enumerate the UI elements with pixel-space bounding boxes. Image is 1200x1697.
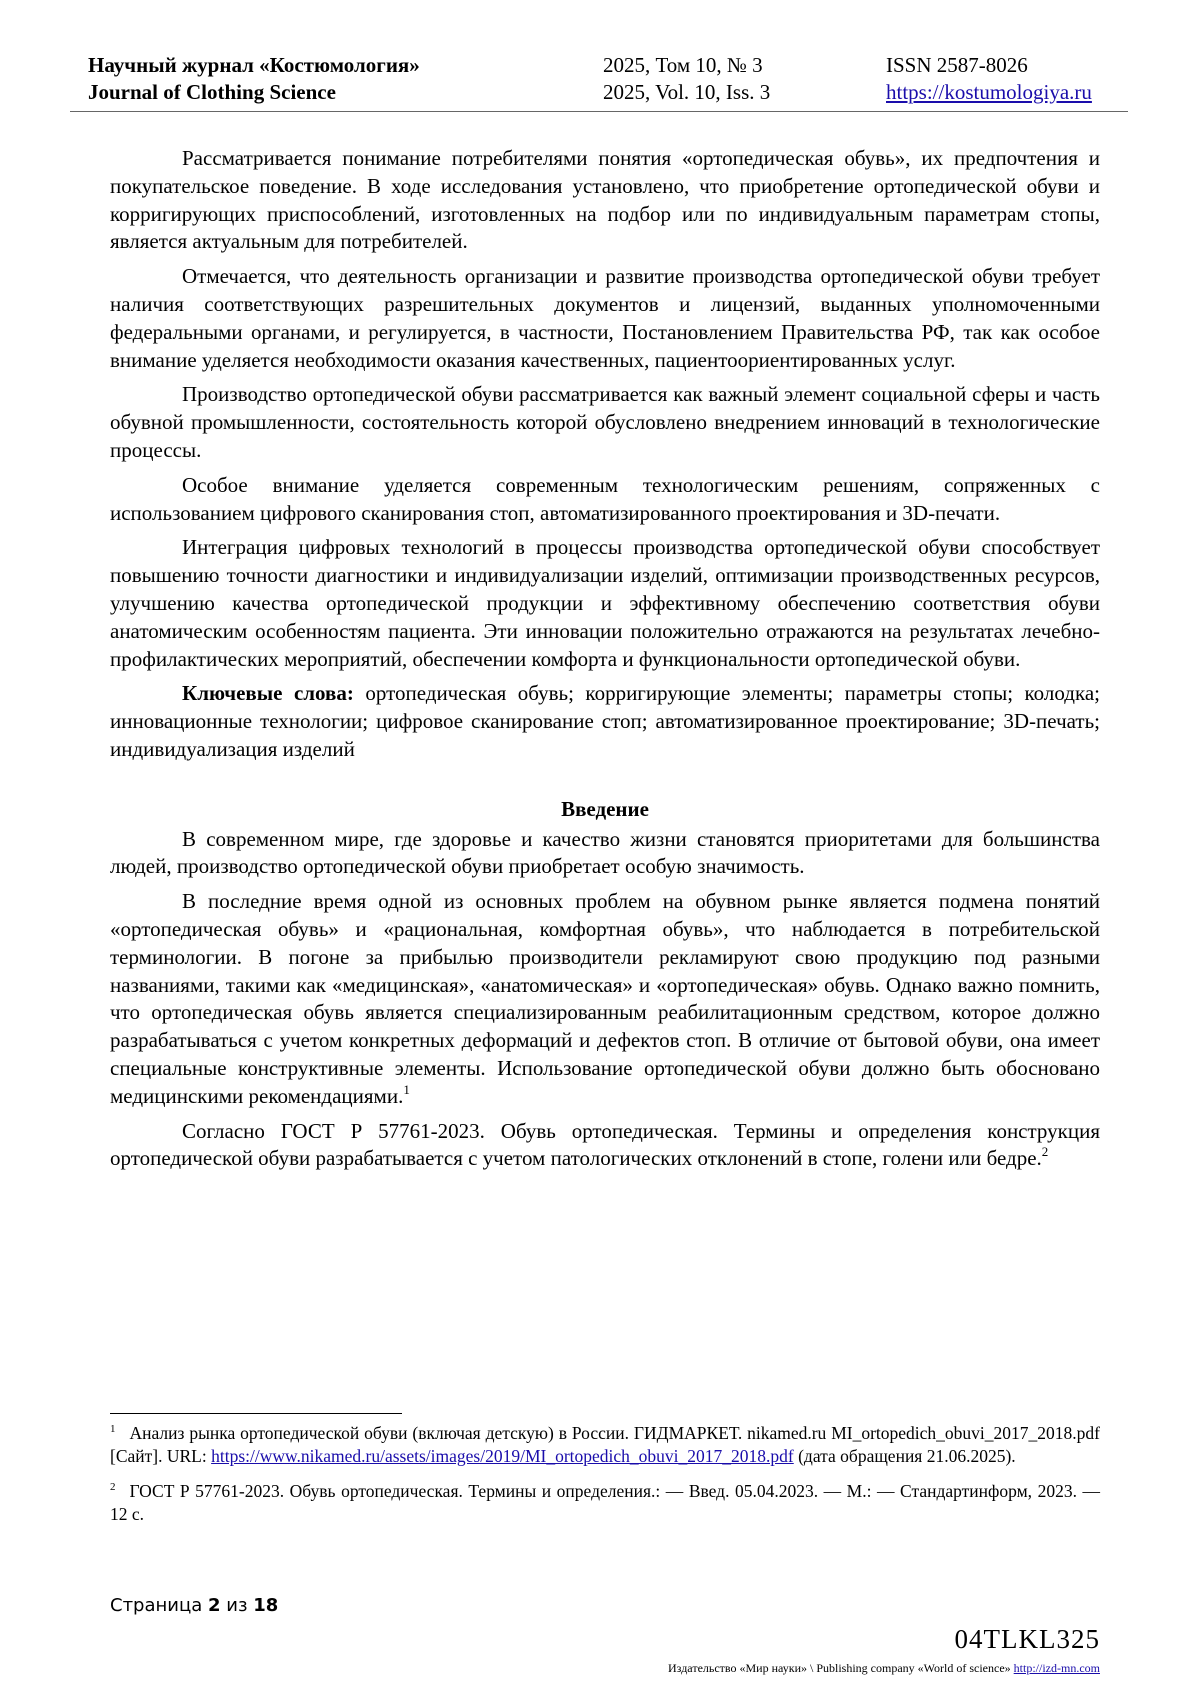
section-heading-introduction: Введение (561, 796, 649, 821)
abstract-paragraph: Особое внимание уделяется современным технологическим решениям, сопряженных с использованием цифрового сканирования стоп, автоматизированного проектирования и 3D-печати. (110, 472, 1100, 525)
issue-ru: 2025, Том 10, № 3 (603, 53, 763, 77)
page-total: 18 (253, 1595, 279, 1616)
journal-header (88, 52, 1128, 112)
page-label: Страница (110, 1595, 203, 1616)
article-code: 04TLKL325 (954, 1624, 1100, 1654)
journal-title-ru: Научный журнал «Костюмология» (88, 53, 420, 77)
footnote-divider (110, 1413, 402, 1414)
journal-site-link[interactable]: https://kostumologiya.ru (886, 80, 1092, 104)
intro-paragraph (110, 1118, 1100, 1174)
abstract-paragraph: Отмечается, что деятельность организации и развитие производства ортопедической обуви требует наличия соответствующих разрешительных документов и лицензий, выданных уполномоченными федеральными органами, и регулируется, в частности, Постановлением Правительства РФ, так как особое внимание уделяется необходимости оказания качественных, пациентоориентированных услуг. (110, 264, 1100, 372)
article-body (110, 145, 1100, 1180)
keywords-paragraph (110, 680, 1100, 763)
footnote (110, 1480, 1100, 1526)
keywords-text: ортопедическая обувь; корригирующие элементы; параметры стопы; колодка; инновационные технологии; цифровое сканирование стоп; автоматизированное проектирование; 3D-печать; индивидуализация изделий (110, 681, 1100, 761)
publisher-text: Издательство «Мир науки» \ Publishing company «World of science» (668, 1661, 1014, 1675)
page-number (110, 1594, 278, 1618)
intro-paragraph: В современном мире, где здоровье и качество жизни становятся приоритетами для большинства людей, производство ортопедической обуви приобретает особую значимость. (110, 826, 1100, 879)
abstract-paragraph: Интеграция цифровых технологий в процессы производства ортопедической обуви способствует повышению точности диагностики и индивидуализации изделий, оптимизации производственных ресурсов, улучшению качества ортопедической продукции и эффективному обеспечению соответствия обуви анатомическим особенностям пациента. Эти инновации положительно отражаются на результатах лечебно-профилактических мероприятий, обеспечении комфорта и функциональности ортопедической обуви. (110, 535, 1100, 671)
publisher-link[interactable]: http://izd-mn.com (1013, 1661, 1100, 1675)
intro-paragraph-text: В последние время одной из основных проблем на обувном рынке является подмена понятий «ортопедическая обувь» и «рациональная, комфортная обувь», что наблюдается в потребительской терминологии. В погоне за прибылью производители рекламируют свою продукцию под разными названиями, такими как «медицинская», «анатомическая» и «ортопедическая» обувь. Однако важно помнить, что ортопедическая обувь является специализированным реабилитационным средством, которое должно разрабатываться с учетом конкретных деформаций и дефектов стоп. В отличие от бытовой обуви, она имеет специальные конструктивные элементы. Использование ортопедической обуви должно быть обосновано медицинскими рекомендациями. (110, 889, 1100, 1108)
intro-paragraph-text: Согласно ГОСТ Р 57761-2023. Обувь ортопедическая. Термины и определения конструкция ортопедической обуви разрабатывается с учетом патологических отклонений в стопе, голени или бедре. (110, 1118, 1100, 1171)
page-current: 2 (208, 1595, 221, 1616)
publisher-line (668, 1660, 1100, 1676)
issn: ISSN 2587-8026 (886, 53, 1028, 77)
journal-title-en: Journal of Clothing Science (88, 80, 336, 104)
footnote-ref[interactable]: 1 (403, 1081, 410, 1097)
issue-en: 2025, Vol. 10, Iss. 3 (603, 80, 771, 104)
issue-block (603, 52, 770, 106)
footnote-text: ГОСТ Р 57761-2023. Обувь ортопедическая. Термины и определения.: — Введ. 05.04.2023. — М.: — Стандартинформ, 2023. — 12 с. (110, 1481, 1100, 1524)
footnote-ref[interactable]: 2 (1041, 1144, 1049, 1160)
footnotes (110, 1422, 1100, 1538)
issn-block (886, 52, 1092, 106)
footnote-text: Анализ рынка ортопедической обуви (включая детскую) в России. ГИДМАРКЕТ. nikamed.ru MI_ortopedich_obuvi_2017_2018.pdf [Сайт]. URL: (110, 1423, 1100, 1466)
footnote-text-tail: (дата обращения 21.06.2025). (793, 1446, 1016, 1466)
footnote (110, 1422, 1100, 1468)
footnote-number: 1 (110, 1423, 116, 1435)
footnote-number: 2 (110, 1481, 116, 1493)
intro-paragraph (110, 888, 1100, 1110)
header-divider (70, 111, 1128, 112)
abstract-paragraph: Производство ортопедической обуви рассматривается как важный элемент социальной сферы и часть обувной промышленности, состоятельность которой обусловлено внедрением инноваций в технологические процессы. (110, 382, 1100, 462)
journal-title-block (88, 52, 420, 106)
footnote-url-link[interactable]: https://www.nikamed.ru/assets/images/2019/MI_ortopedich_obuvi_2017_2018.pdf (211, 1446, 794, 1466)
abstract-paragraph: Рассматривается понимание потребителями понятия «ортопедическая обувь», их предпочтения и покупательское поведение. В ходе исследования установлено, что приобретение ортопедической обуви и корригирующих приспособлений, изготовленных на подбор или по индивидуальным параметрам стопы, является актуальным для потребителей. (110, 146, 1100, 254)
page-of: из (226, 1595, 248, 1616)
keywords-label: Ключевые слова: (182, 681, 354, 706)
